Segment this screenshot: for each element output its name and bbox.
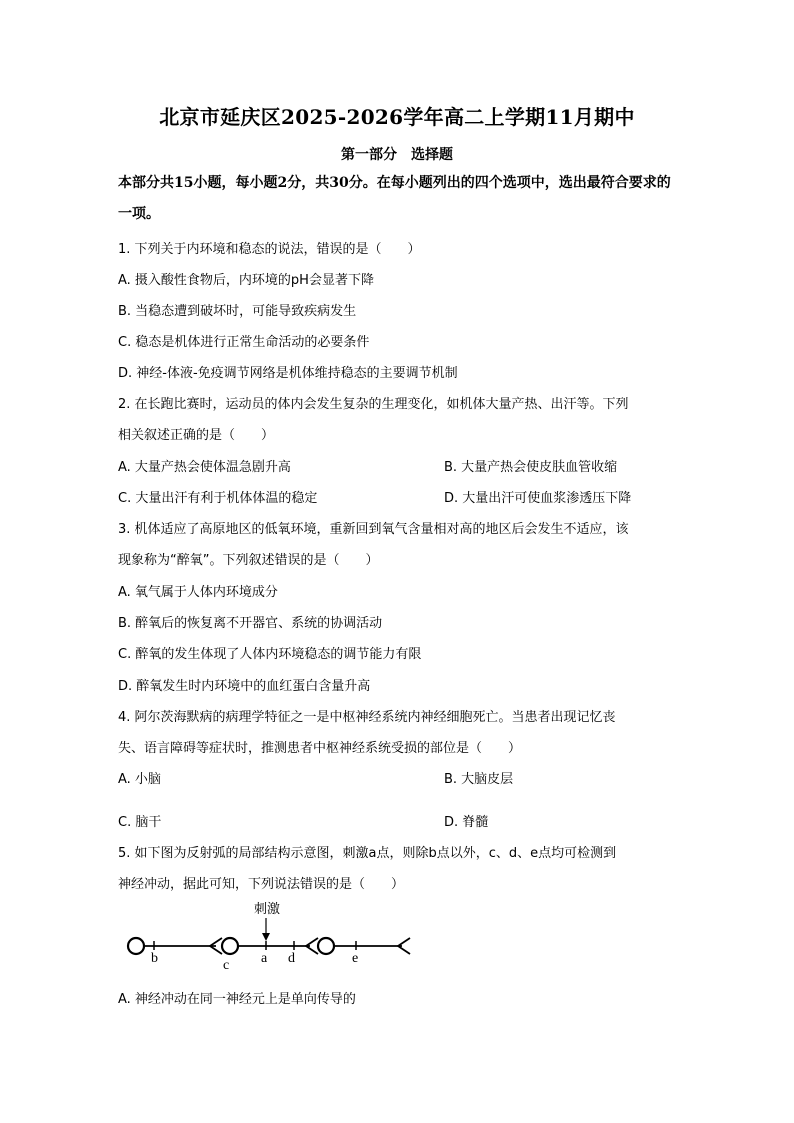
q1-option-d: D. 神经-体液-免疫调节网络是机体维持稳态的主要调节机制	[118, 366, 458, 381]
section-instruction: 本部分共15小题，每小题2分，共30分。在每小题列出的四个选项中，选出最符合要求的一项。	[118, 175, 671, 222]
stimulus-arrow-head	[262, 933, 270, 941]
q2-option-d: D. 大量出汗可使血浆渗透压下降	[444, 491, 632, 506]
q4-option-c: C. 脑干	[118, 815, 162, 830]
point-label-c: c	[223, 958, 230, 973]
section-heading: 第一部分 选择题	[341, 147, 453, 163]
q1-option-b: B. 当稳态遭到破坏时，可能导致疾病发生	[118, 304, 357, 319]
q4-option-d: D. 脊髓	[444, 815, 489, 830]
q3-option-a: A. 氧气属于人体内环境成分	[118, 585, 278, 600]
stimulus-label: 刺激	[254, 902, 281, 917]
point-label-a: a	[261, 951, 268, 966]
q5-stem-line1: 5. 如下图为反射弧的局部结构示意图，刺激a点，则除b点以外，c、d、e点均可检测到	[118, 846, 617, 861]
q1-stem: 1. 下列关于内环境和稳态的说法，错误的是（ ）	[118, 242, 421, 257]
q2-option-c: C. 大量出汗有利于机体体温的稳定	[118, 491, 318, 506]
q5-stem-line2: 神经冲动，据此可知，下列说法错误的是（ ）	[118, 877, 405, 892]
q3-option-c: C. 醉氧的发生体现了人体内环境稳态的调节能力有限	[118, 647, 422, 662]
q5-option-a: A. 神经冲动在同一神经元上是单向传导的	[118, 992, 356, 1007]
q2-option-a: A. 大量产热会使体温急剧升高	[118, 460, 291, 475]
q4-option-a: A. 小脑	[118, 772, 161, 787]
neuron3-cell-body	[318, 938, 334, 954]
q1-option-a: A. 摄入酸性食物后，内环境的pH会显著下降	[118, 273, 374, 288]
neuron2-cell-body	[222, 938, 238, 954]
point-label-b: b	[151, 951, 158, 966]
q3-option-d: D. 醉氧发生时内环境中的血红蛋白含量升高	[118, 679, 371, 694]
q2-option-b: B. 大量产热会使皮肤血管收缩	[444, 460, 618, 475]
q2-stem-line1: 2. 在长跑比赛时，运动员的体内会发生复杂的生理变化，如机体大量产热、出汗等。下列	[118, 397, 629, 412]
q4-stem-line1: 4. 阿尔茨海默病的病理学特征之一是中枢神经系统内神经细胞死亡。当患者出现记忆丧	[118, 710, 616, 725]
q4-stem-line2: 失、语言障碍等症状时，推测患者中枢神经系统受损的部位是（ ）	[118, 741, 522, 756]
q3-option-b: B. 醉氧后的恢复离不开器官、系统的协调活动	[118, 616, 383, 631]
q1-option-c: C. 稳态是机体进行正常生命活动的必要条件	[118, 335, 370, 350]
exam-title: 北京市延庆区2025-2026学年高二上学期11月期中	[159, 105, 635, 129]
q3-stem-line2: 现象称为“醉氧”。下列叙述错误的是（ ）	[118, 553, 379, 568]
reflex-arc-diagram	[118, 896, 418, 976]
q3-stem-line1: 3. 机体适应了高原地区的低氧环境，重新回到氧气含量相对高的地区后会发生不适应，该	[118, 522, 629, 537]
q4-option-b: B. 大脑皮层	[444, 772, 514, 787]
point-label-e: e	[352, 951, 359, 966]
point-label-d: d	[288, 951, 295, 966]
q2-stem-line2: 相关叙述正确的是（ ）	[118, 428, 275, 443]
neuron1-cell-body	[128, 938, 144, 954]
